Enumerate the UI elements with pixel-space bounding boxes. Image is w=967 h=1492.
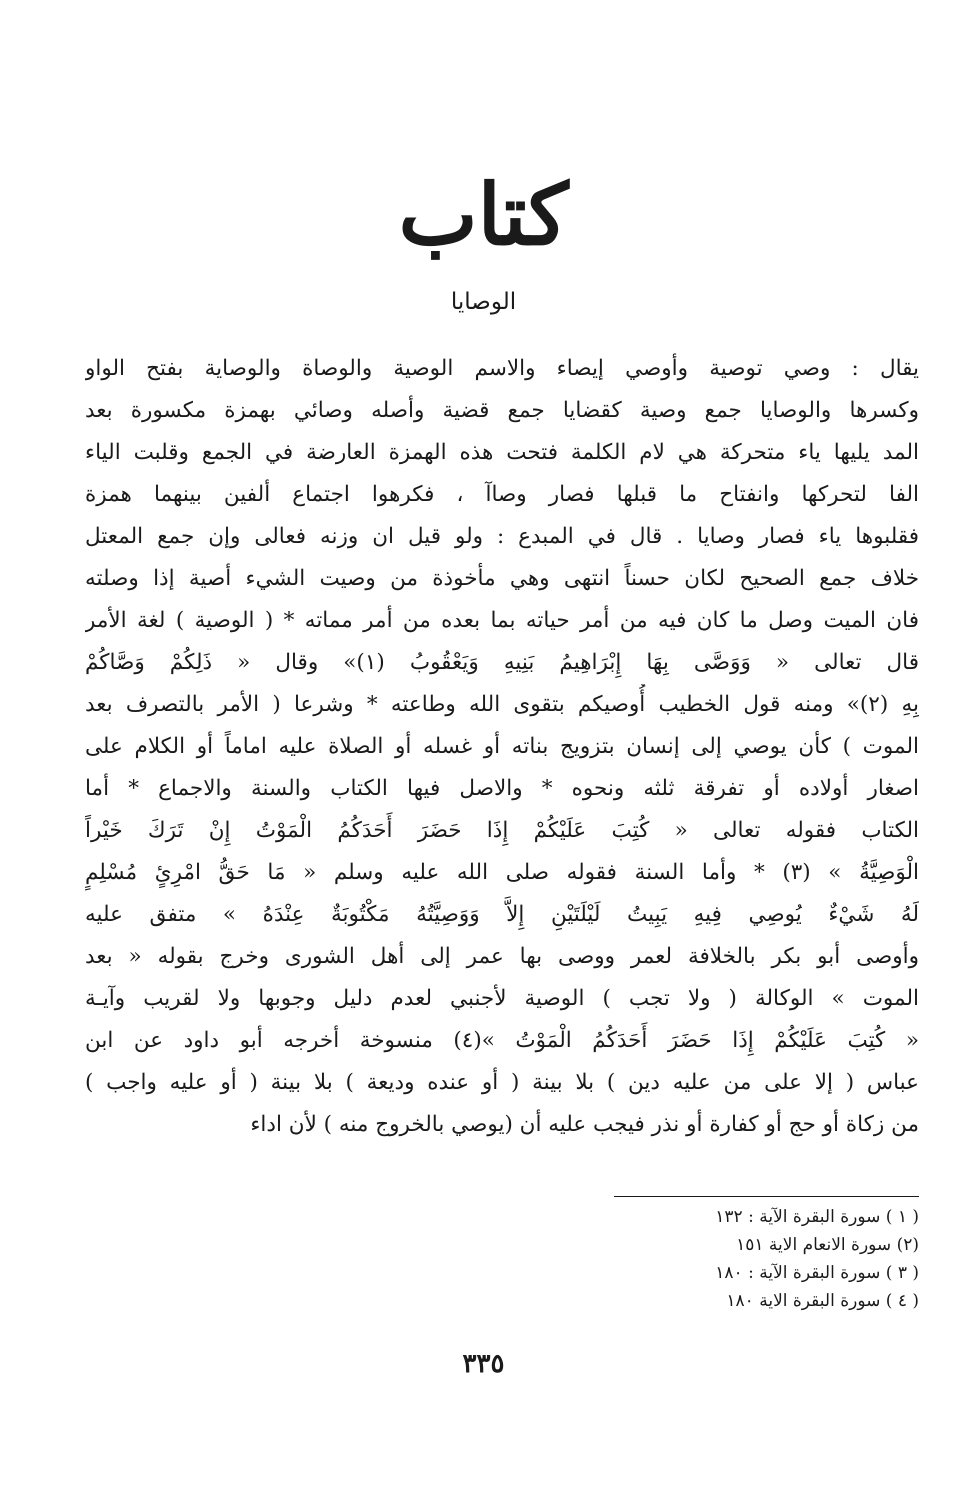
footnote: (٢) سورة الانعام الاية ١٥١	[736, 1235, 919, 1255]
body-line: عباس ( إلا على من عليه دين ) بلا بينة ( أو عنده وديعة ) بلا بينة ( أو عليه واجب )	[85, 1070, 919, 1095]
body-line: فان الميت وصل ما كان فيه من أمر حياته بما بعده من أمر مماته * ( الوصية ) لغة الأمر	[85, 608, 919, 633]
body-line: الموت ) كأن يوصي إلى إنسان بتزويج بناته أو غسله أو الصلاة عليه اماماً أو الكلام على	[85, 734, 919, 759]
body-text	[85, 348, 919, 1146]
footnote: ( ٣ ) سورة البقرة الآية : ١٨٠	[715, 1263, 919, 1283]
footnotes	[580, 1203, 919, 1315]
body-line: المد يليها ياء متحركة هي لام الكلمة فتحت هذه الهمزة العارضة في الجمع وقلبت الياء	[85, 440, 919, 465]
body-line: الكتاب فقوله تعالى « كُتِبَ عَلَيْكُمْ إِذَا حَضَرَ أَحَدَكُمُ الْمَوْتُ إِنْ تَرَكَ خَيْراً	[85, 818, 919, 843]
body-line: يقال : وصي توصية وأوصي إيصاء والاسم الوصية والوصاة والوصاية بفتح الواو	[85, 356, 919, 381]
body-line: خلاف جمع الصحيح لكان حسناً انتهى وهي مأخوذة من وصيت الشيء أصية إذا وصلته	[85, 566, 919, 591]
footnote: ( ٤ ) سورة البقرة الاية ١٨٠	[726, 1291, 919, 1311]
body-line: فقلبوها ياء فصار وصايا . قال في المبدع : ولو قيل ان وزنه فعالى وإن جمع المعتل	[85, 524, 919, 549]
body-line: قال تعالى « وَوَصَّى بِهَا إِبْرَاهِيمُ بَنِيهِ وَيَعْقُوبُ (١)» وقال « ذَلِكُمْ وَصَّاكُمْ	[85, 650, 919, 675]
body-line: بِهِ (٢)» ومنه قول الخطيب أُوصيكم بتقوى الله وطاعته * وشرعا ( الأمر بالتصرف بعد	[85, 692, 919, 717]
body-line: وكسرها والوصايا جمع وصية كقضايا جمع قضية وأصله وصائي بهمزة مكسورة بعد	[85, 398, 919, 423]
body-line: اصغار أولاده أو تفرقة ثلثه ونحوه * والاصل فيها الكتاب والسنة والاجماع * أما	[85, 776, 919, 801]
body-line: « كُتِبَ عَلَيْكُمْ إِذَا حَضَرَ أَحَدَكُمُ الْمَوْتُ »(٤) منسوخة أخرجه أبو داود عن ابن	[85, 1028, 919, 1053]
section-title: الوصايا	[450, 289, 517, 315]
page-number: ٣٣٥	[462, 1349, 505, 1379]
body-line: من زكاة أو حج أو كفارة أو نذر فيجب عليه أن (يوصي بالخروج منه ) لأن اداء	[250, 1112, 919, 1137]
body-line: الموت » الوكالة ( ولا تجب ) الوصية لأجنبي لعدم دليل وجوبها ولا لقريب وآيـة	[85, 986, 919, 1011]
footnote: ( ١ ) سورة البقرة الآية : ١٣٢	[715, 1207, 919, 1227]
body-line: لَهُ شَيْءٌ يُوصِي فِيهِ يَبِيتُ لَيْلَتَيْنِ إِلاَّ وَوَصِيَّتُهُ مَكْتُوبَةٌ عِنْدَهُ » متفق عليه	[85, 902, 919, 927]
body-line: وأوصى أبو بكر بالخلافة لعمر ووصى بها عمر إلى أهل الشورى وخرج بقوله « بعد	[85, 944, 919, 969]
book-title: كتاب	[398, 165, 569, 264]
body-line: الْوَصِيَّةُ » (٣) * وأما السنة فقوله صلى الله عليه وسلم « مَا حَقُّ امْرِئٍ مُسْلِمٍ	[85, 860, 919, 885]
body-line: الفا لتحركها وانفتاح ما قبلها فصار وصاآ ، فكرهوا اجتماع ألفين بينهما همزة	[85, 482, 919, 507]
footnote-divider	[614, 1196, 919, 1197]
